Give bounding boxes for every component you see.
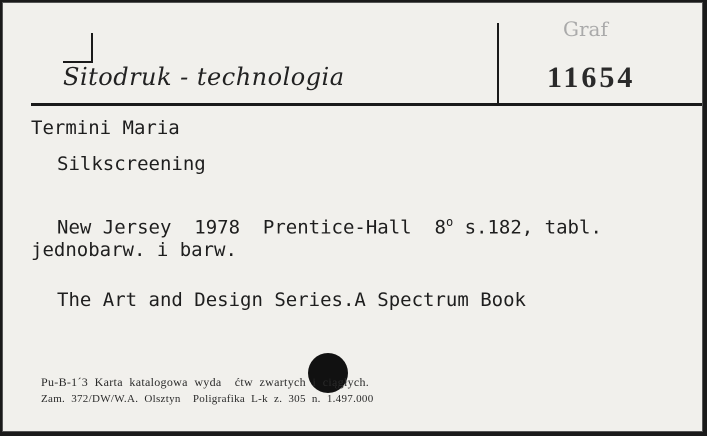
call-number: 11654 bbox=[547, 61, 636, 94]
imprint-line-1 bbox=[57, 215, 602, 238]
footer-line-1: Pu-B-1´3 Karta katalogowa wyda ćtw zwartych i ciągłych. bbox=[41, 375, 370, 389]
format-superscript: o bbox=[445, 215, 454, 229]
author: Termini Maria bbox=[31, 117, 180, 139]
book-title: Silkscreening bbox=[57, 153, 206, 175]
pencil-annotation: Graf bbox=[563, 17, 608, 41]
footer-line-2: Zam. 372/DW/W.A. Olsztyn Poligrafika L-k z. 305 n. 1.497.000 bbox=[41, 393, 374, 405]
catalog-card bbox=[2, 2, 703, 432]
subject-heading: Sitodruk - technologia bbox=[63, 63, 345, 91]
imprint-text-end: s.182, tabl. bbox=[453, 216, 602, 239]
header-divider bbox=[497, 23, 499, 103]
imprint-line-2: jednobarw. i barw. bbox=[31, 239, 237, 261]
imprint-text: New Jersey 1978 Prentice-Hall 8 bbox=[57, 216, 446, 239]
header-rule bbox=[31, 103, 703, 106]
corner-mark-vertical bbox=[91, 33, 93, 63]
series-note: The Art and Design Series.A Spectrum Book bbox=[57, 289, 526, 311]
